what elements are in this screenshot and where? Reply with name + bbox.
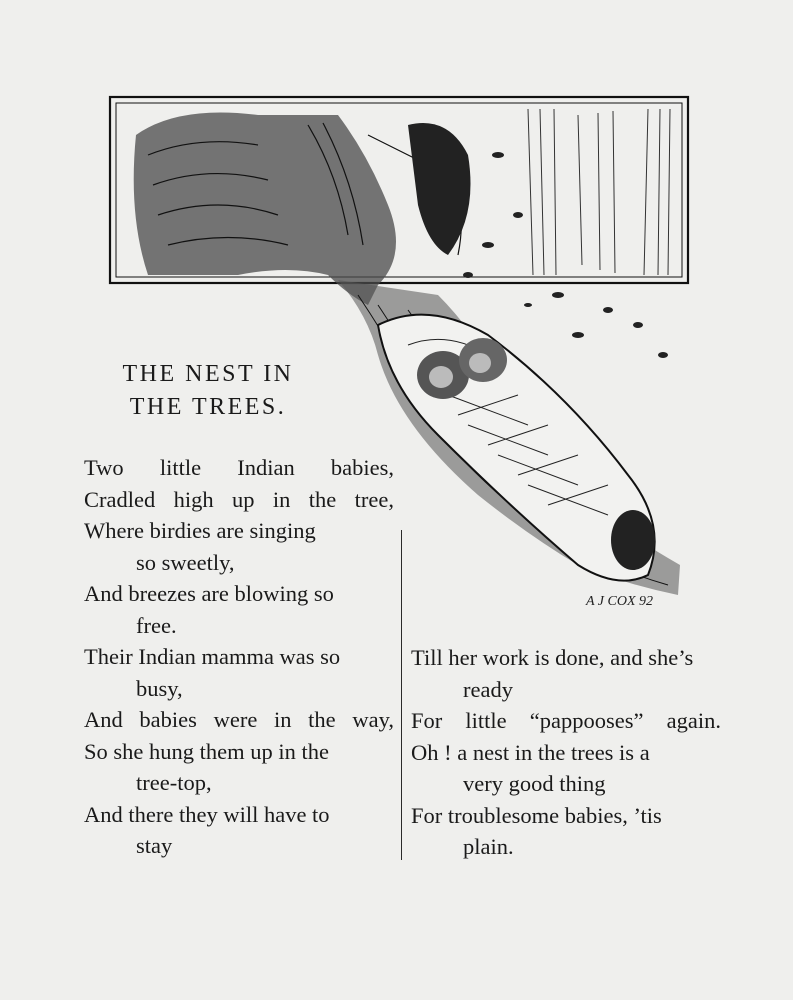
poem-line: tree-top, (136, 770, 212, 795)
poem-line: Cradled high up in the tree, (84, 486, 394, 512)
poem-line: busy, (136, 675, 183, 701)
leaf-scatter (463, 152, 668, 358)
poem-line: And there they will have to (84, 801, 330, 827)
baby-face-2-light (469, 353, 491, 373)
title-line-2: THE TREES. (129, 394, 287, 420)
poem-title (60, 358, 356, 424)
poem-line: And breezes are blowing so (84, 581, 334, 606)
tree-trunk-dark (134, 113, 396, 306)
baby-face-1-light (429, 366, 453, 388)
poem-column-left (84, 452, 394, 862)
poem-line: So she hung them up in the (84, 738, 329, 764)
title-line-1: THE NEST IN (122, 361, 294, 387)
poem-line: so sweetly, (136, 549, 235, 575)
poem-line: Their Indian mamma was so (84, 644, 341, 669)
background-hatching (528, 109, 670, 275)
poem-line: ready (463, 676, 513, 702)
poem-line: And babies were in the way, (84, 707, 394, 732)
poem-line: Till her work is done, and she’s (411, 645, 694, 670)
poem-line: For little “pappooses” again. (411, 708, 721, 733)
poem-line: Oh ! a nest in the trees is a (411, 739, 650, 765)
poem-column-right (411, 642, 721, 863)
column-divider (401, 530, 402, 860)
artist-signature: A J COX 92 (586, 594, 654, 609)
poem-line: For troublesome babies, ’tis (411, 802, 662, 828)
poem-line: stay (136, 833, 173, 858)
poem-line: Two little Indian babies, (84, 455, 394, 480)
poem-line: very good thing (463, 771, 606, 796)
poem-line: free. (136, 612, 177, 638)
poem-line: Where birdies are singing (84, 518, 316, 543)
cradle-bottom-opening (611, 510, 655, 570)
poem-line: plain. (463, 834, 514, 859)
